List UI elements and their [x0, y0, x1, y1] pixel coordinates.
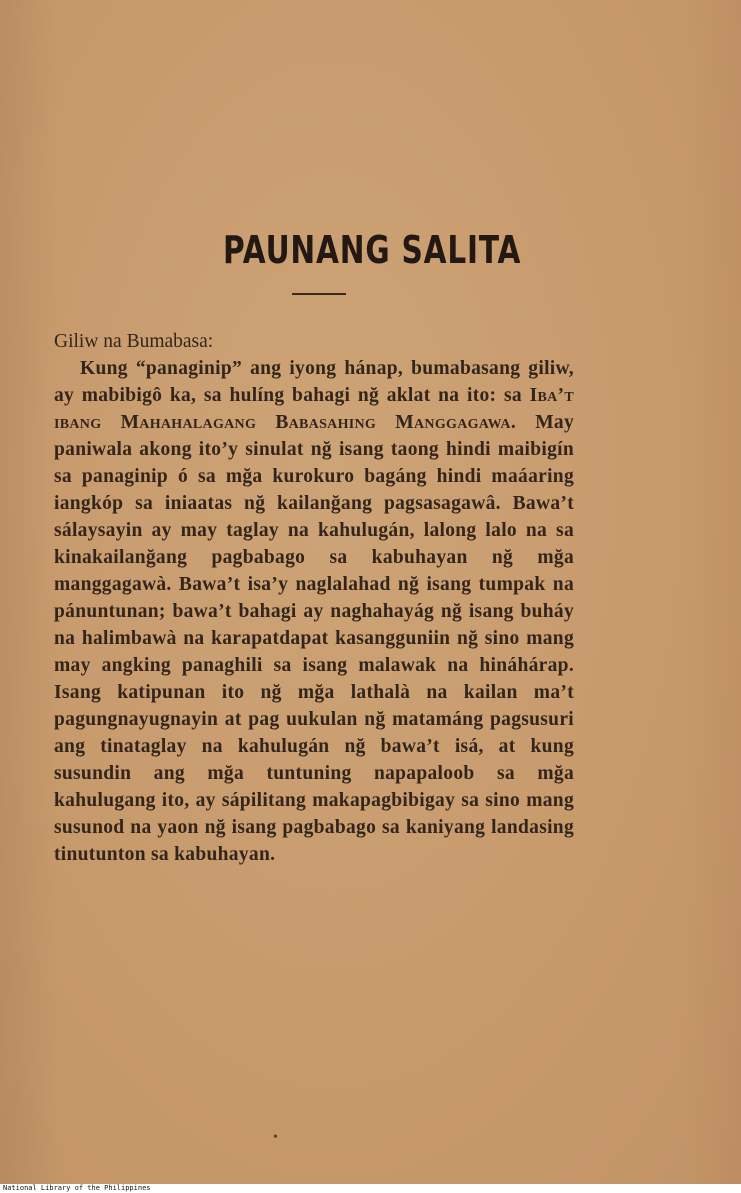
book-title: Iba’t ibang Mahahalagang Babasahing Manggagawa	[54, 385, 574, 433]
salutation: Giliw na Bumabasa:	[54, 331, 214, 352]
library-credit: National Library of the Philippines	[2, 1184, 155, 1193]
preface-paragraph	[54, 355, 574, 868]
paragraph-text-part2: . May paniwala akong ito’y sinulat nğ isang taong hindi maibigín sa panaginip ó sa mğa kurokuro bagáng hindi maáaring iangkóp sa iniaatas nğ kailanğang pagsasagawâ. Bawa’t sálaysayin ay may taglay na kahulugán, lalong lalo na sa kinakailanğang pagbabago sa kabuhayan nğ mğa manggagawà. Bawa’t isa’y naglalahad nğ isang tumpak na pánuntunan; bawa’t bahagi ay naghahayág nğ isang buháy na halimbawà na karapatdapat kasangguniin nğ sino mang may angking panaghili sa isang malawak na hináhárap. Isang katipunan ito nğ mğa lathalà na kailan ma’t pagungnayugnayin at pag uukulan nğ matamáng pagsusuri ang tinataglay na kahulugán nğ bawa’t isá, at kung susundin ang mğa tuntuning napapaloob sa mğa kahulugang ito, ay sápilitang makapagbibigay sa sino mang susunod na yaon nğ isang pagbabago sa kaniyang landasing tinutunton sa kabuhayan.	[54, 412, 575, 865]
paragraph-text-part1: Kung “panaginip” ang iyong hánap, bumabasang giliw, ay mabibigô ka, sa hulíng bahagi nğ aklat na ito: sa	[54, 358, 574, 406]
page-title: PAUNANG SALITA	[222, 228, 522, 272]
page-mark: •	[273, 1130, 278, 1145]
preface-body	[54, 328, 574, 868]
title-rule	[292, 293, 346, 295]
